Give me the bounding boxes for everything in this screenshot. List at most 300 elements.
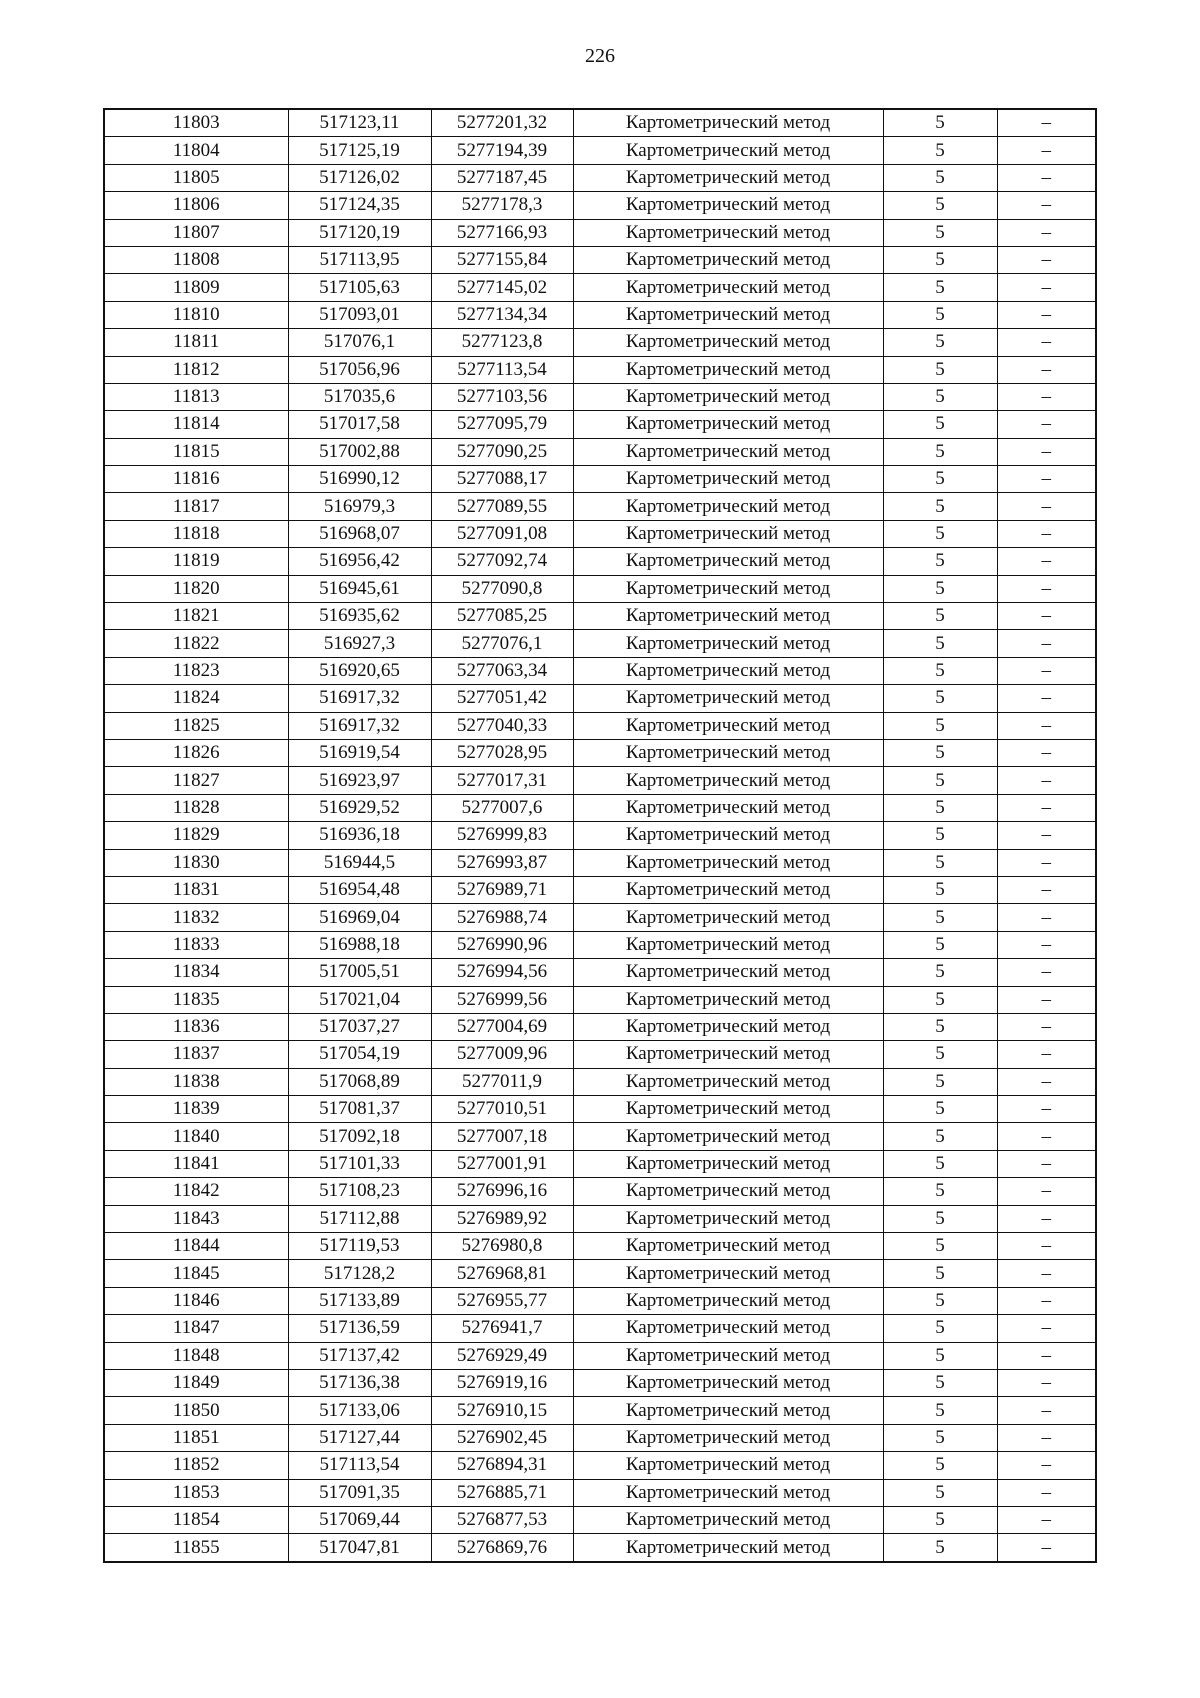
method-cell: Картометрический метод bbox=[573, 685, 883, 712]
y-coordinate-cell: 5277095,79 bbox=[431, 411, 573, 438]
method-cell: Картометрический метод bbox=[573, 1068, 883, 1095]
notes-cell: – bbox=[997, 137, 1096, 164]
method-cell: Картометрический метод bbox=[573, 630, 883, 657]
y-coordinate-cell: 5277028,95 bbox=[431, 739, 573, 766]
notes-cell: – bbox=[997, 876, 1096, 903]
accuracy-cell: 5 bbox=[883, 383, 997, 410]
accuracy-cell: 5 bbox=[883, 1233, 997, 1260]
table-row bbox=[104, 630, 1096, 657]
notes-cell: – bbox=[997, 1233, 1096, 1260]
accuracy-cell: 5 bbox=[883, 1068, 997, 1095]
table-row bbox=[104, 246, 1096, 273]
method-cell: Картометрический метод bbox=[573, 986, 883, 1013]
point-number-cell: 11817 bbox=[104, 493, 288, 520]
table-row bbox=[104, 603, 1096, 630]
y-coordinate-cell: 5276869,76 bbox=[431, 1534, 573, 1562]
y-coordinate-cell: 5277166,93 bbox=[431, 219, 573, 246]
accuracy-cell: 5 bbox=[883, 137, 997, 164]
accuracy-cell: 5 bbox=[883, 329, 997, 356]
method-cell: Картометрический метод bbox=[573, 712, 883, 739]
x-coordinate-cell: 516923,97 bbox=[288, 767, 431, 794]
x-coordinate-cell: 517056,96 bbox=[288, 356, 431, 383]
accuracy-cell: 5 bbox=[883, 1397, 997, 1424]
notes-cell: – bbox=[997, 411, 1096, 438]
y-coordinate-cell: 5277004,69 bbox=[431, 1013, 573, 1040]
notes-cell: – bbox=[997, 520, 1096, 547]
table-row bbox=[104, 1424, 1096, 1451]
accuracy-cell: 5 bbox=[883, 876, 997, 903]
method-cell: Картометрический метод bbox=[573, 904, 883, 931]
x-coordinate-cell: 517136,38 bbox=[288, 1369, 431, 1396]
table-row bbox=[104, 1287, 1096, 1314]
y-coordinate-cell: 5276902,45 bbox=[431, 1424, 573, 1451]
accuracy-cell: 5 bbox=[883, 849, 997, 876]
method-cell: Картометрический метод bbox=[573, 301, 883, 328]
method-cell: Картометрический метод bbox=[573, 1013, 883, 1040]
accuracy-cell: 5 bbox=[883, 1041, 997, 1068]
x-coordinate-cell: 517021,04 bbox=[288, 986, 431, 1013]
method-cell: Картометрический метод bbox=[573, 1205, 883, 1232]
y-coordinate-cell: 5277092,74 bbox=[431, 548, 573, 575]
accuracy-cell: 5 bbox=[883, 630, 997, 657]
x-coordinate-cell: 517126,02 bbox=[288, 164, 431, 191]
point-number-cell: 11822 bbox=[104, 630, 288, 657]
y-coordinate-cell: 5277187,45 bbox=[431, 164, 573, 191]
method-cell: Картометрический метод bbox=[573, 876, 883, 903]
notes-cell: – bbox=[997, 630, 1096, 657]
notes-cell: – bbox=[997, 1178, 1096, 1205]
x-coordinate-cell: 516917,32 bbox=[288, 685, 431, 712]
x-coordinate-cell: 517120,19 bbox=[288, 219, 431, 246]
accuracy-cell: 5 bbox=[883, 466, 997, 493]
x-coordinate-cell: 517105,63 bbox=[288, 274, 431, 301]
point-number-cell: 11843 bbox=[104, 1205, 288, 1232]
notes-cell: – bbox=[997, 493, 1096, 520]
method-cell: Картометрический метод bbox=[573, 1424, 883, 1451]
notes-cell: – bbox=[997, 219, 1096, 246]
notes-cell: – bbox=[997, 246, 1096, 273]
accuracy-cell: 5 bbox=[883, 1096, 997, 1123]
table-row bbox=[104, 849, 1096, 876]
accuracy-cell: 5 bbox=[883, 767, 997, 794]
table-row bbox=[104, 794, 1096, 821]
x-coordinate-cell: 516954,48 bbox=[288, 876, 431, 903]
y-coordinate-cell: 5277103,56 bbox=[431, 383, 573, 410]
table-row bbox=[104, 301, 1096, 328]
notes-cell: – bbox=[997, 986, 1096, 1013]
accuracy-cell: 5 bbox=[883, 1506, 997, 1533]
method-cell: Картометрический метод bbox=[573, 520, 883, 547]
method-cell: Картометрический метод bbox=[573, 849, 883, 876]
y-coordinate-cell: 5276919,16 bbox=[431, 1369, 573, 1396]
method-cell: Картометрический метод bbox=[573, 1506, 883, 1533]
table-row bbox=[104, 1397, 1096, 1424]
table-row bbox=[104, 986, 1096, 1013]
table-row bbox=[104, 1205, 1096, 1232]
table-row bbox=[104, 520, 1096, 547]
table-row bbox=[104, 219, 1096, 246]
method-cell: Картометрический метод bbox=[573, 356, 883, 383]
notes-cell: – bbox=[997, 274, 1096, 301]
y-coordinate-cell: 5276968,81 bbox=[431, 1260, 573, 1287]
y-coordinate-cell: 5277063,34 bbox=[431, 657, 573, 684]
notes-cell: – bbox=[997, 438, 1096, 465]
point-number-cell: 11818 bbox=[104, 520, 288, 547]
accuracy-cell: 5 bbox=[883, 164, 997, 191]
notes-cell: – bbox=[997, 739, 1096, 766]
point-number-cell: 11834 bbox=[104, 959, 288, 986]
table-row bbox=[104, 767, 1096, 794]
accuracy-cell: 5 bbox=[883, 1205, 997, 1232]
accuracy-cell: 5 bbox=[883, 794, 997, 821]
x-coordinate-cell: 516927,3 bbox=[288, 630, 431, 657]
accuracy-cell: 5 bbox=[883, 1315, 997, 1342]
y-coordinate-cell: 5276989,71 bbox=[431, 876, 573, 903]
notes-cell: – bbox=[997, 1479, 1096, 1506]
notes-cell: – bbox=[997, 1013, 1096, 1040]
point-number-cell: 11825 bbox=[104, 712, 288, 739]
x-coordinate-cell: 516920,65 bbox=[288, 657, 431, 684]
table-row bbox=[104, 1315, 1096, 1342]
notes-cell: – bbox=[997, 1452, 1096, 1479]
accuracy-cell: 5 bbox=[883, 1287, 997, 1314]
accuracy-cell: 5 bbox=[883, 109, 997, 137]
x-coordinate-cell: 517068,89 bbox=[288, 1068, 431, 1095]
accuracy-cell: 5 bbox=[883, 1452, 997, 1479]
x-coordinate-cell: 517119,53 bbox=[288, 1233, 431, 1260]
notes-cell: – bbox=[997, 1424, 1096, 1451]
x-coordinate-cell: 517123,11 bbox=[288, 109, 431, 137]
notes-cell: – bbox=[997, 931, 1096, 958]
table-row bbox=[104, 1506, 1096, 1533]
y-coordinate-cell: 5277040,33 bbox=[431, 712, 573, 739]
table-row bbox=[104, 548, 1096, 575]
notes-cell: – bbox=[997, 904, 1096, 931]
y-coordinate-cell: 5277085,25 bbox=[431, 603, 573, 630]
point-number-cell: 11829 bbox=[104, 822, 288, 849]
table-row bbox=[104, 109, 1096, 137]
table-row bbox=[104, 739, 1096, 766]
point-number-cell: 11848 bbox=[104, 1342, 288, 1369]
notes-cell: – bbox=[997, 1123, 1096, 1150]
point-number-cell: 11819 bbox=[104, 548, 288, 575]
notes-cell: – bbox=[997, 548, 1096, 575]
x-coordinate-cell: 517136,59 bbox=[288, 1315, 431, 1342]
x-coordinate-cell: 516945,61 bbox=[288, 575, 431, 602]
table-row bbox=[104, 466, 1096, 493]
method-cell: Картометрический метод bbox=[573, 548, 883, 575]
method-cell: Картометрический метод bbox=[573, 466, 883, 493]
method-cell: Картометрический метод bbox=[573, 1342, 883, 1369]
x-coordinate-cell: 517035,6 bbox=[288, 383, 431, 410]
y-coordinate-cell: 5276877,53 bbox=[431, 1506, 573, 1533]
point-number-cell: 11837 bbox=[104, 1041, 288, 1068]
y-coordinate-cell: 5276990,96 bbox=[431, 931, 573, 958]
table-row bbox=[104, 904, 1096, 931]
accuracy-cell: 5 bbox=[883, 493, 997, 520]
accuracy-cell: 5 bbox=[883, 1479, 997, 1506]
x-coordinate-cell: 516968,07 bbox=[288, 520, 431, 547]
y-coordinate-cell: 5277090,8 bbox=[431, 575, 573, 602]
x-coordinate-cell: 517017,58 bbox=[288, 411, 431, 438]
method-cell: Картометрический метод bbox=[573, 383, 883, 410]
point-number-cell: 11847 bbox=[104, 1315, 288, 1342]
accuracy-cell: 5 bbox=[883, 986, 997, 1013]
notes-cell: – bbox=[997, 794, 1096, 821]
method-cell: Картометрический метод bbox=[573, 1123, 883, 1150]
point-number-cell: 11854 bbox=[104, 1506, 288, 1533]
coordinates-table-body bbox=[104, 109, 1096, 1562]
method-cell: Картометрический метод bbox=[573, 794, 883, 821]
accuracy-cell: 5 bbox=[883, 603, 997, 630]
y-coordinate-cell: 5276885,71 bbox=[431, 1479, 573, 1506]
accuracy-cell: 5 bbox=[883, 657, 997, 684]
table-row bbox=[104, 1096, 1096, 1123]
method-cell: Картометрический метод bbox=[573, 164, 883, 191]
method-cell: Картометрический метод bbox=[573, 246, 883, 273]
y-coordinate-cell: 5277091,08 bbox=[431, 520, 573, 547]
y-coordinate-cell: 5277178,3 bbox=[431, 192, 573, 219]
notes-cell: – bbox=[997, 767, 1096, 794]
accuracy-cell: 5 bbox=[883, 1260, 997, 1287]
point-number-cell: 11844 bbox=[104, 1233, 288, 1260]
point-number-cell: 11810 bbox=[104, 301, 288, 328]
notes-cell: – bbox=[997, 657, 1096, 684]
point-number-cell: 11841 bbox=[104, 1150, 288, 1177]
method-cell: Картометрический метод bbox=[573, 192, 883, 219]
table-row bbox=[104, 137, 1096, 164]
method-cell: Картометрический метод bbox=[573, 1150, 883, 1177]
y-coordinate-cell: 5276894,31 bbox=[431, 1452, 573, 1479]
point-number-cell: 11835 bbox=[104, 986, 288, 1013]
page-number: 226 bbox=[585, 45, 615, 67]
point-number-cell: 11852 bbox=[104, 1452, 288, 1479]
point-number-cell: 11850 bbox=[104, 1397, 288, 1424]
x-coordinate-cell: 517127,44 bbox=[288, 1424, 431, 1451]
method-cell: Картометрический метод bbox=[573, 767, 883, 794]
notes-cell: – bbox=[997, 822, 1096, 849]
table-row bbox=[104, 575, 1096, 602]
method-cell: Картометрический метод bbox=[573, 109, 883, 137]
point-number-cell: 11821 bbox=[104, 603, 288, 630]
table-row bbox=[104, 493, 1096, 520]
point-number-cell: 11839 bbox=[104, 1096, 288, 1123]
point-number-cell: 11827 bbox=[104, 767, 288, 794]
y-coordinate-cell: 5277134,34 bbox=[431, 301, 573, 328]
method-cell: Картометрический метод bbox=[573, 1260, 883, 1287]
table-row bbox=[104, 822, 1096, 849]
method-cell: Картометрический метод bbox=[573, 137, 883, 164]
notes-cell: – bbox=[997, 1096, 1096, 1123]
accuracy-cell: 5 bbox=[883, 712, 997, 739]
notes-cell: – bbox=[997, 959, 1096, 986]
x-coordinate-cell: 517037,27 bbox=[288, 1013, 431, 1040]
method-cell: Картометрический метод bbox=[573, 274, 883, 301]
table-row bbox=[104, 164, 1096, 191]
x-coordinate-cell: 517002,88 bbox=[288, 438, 431, 465]
y-coordinate-cell: 5276993,87 bbox=[431, 849, 573, 876]
y-coordinate-cell: 5277155,84 bbox=[431, 246, 573, 273]
x-coordinate-cell: 517005,51 bbox=[288, 959, 431, 986]
accuracy-cell: 5 bbox=[883, 822, 997, 849]
point-number-cell: 11838 bbox=[104, 1068, 288, 1095]
method-cell: Картометрический метод bbox=[573, 329, 883, 356]
table-row bbox=[104, 1068, 1096, 1095]
y-coordinate-cell: 5277145,02 bbox=[431, 274, 573, 301]
x-coordinate-cell: 517113,95 bbox=[288, 246, 431, 273]
accuracy-cell: 5 bbox=[883, 301, 997, 328]
accuracy-cell: 5 bbox=[883, 274, 997, 301]
x-coordinate-cell: 517069,44 bbox=[288, 1506, 431, 1533]
notes-cell: – bbox=[997, 1260, 1096, 1287]
notes-cell: – bbox=[997, 1041, 1096, 1068]
method-cell: Картометрический метод bbox=[573, 493, 883, 520]
notes-cell: – bbox=[997, 1205, 1096, 1232]
y-coordinate-cell: 5276994,56 bbox=[431, 959, 573, 986]
accuracy-cell: 5 bbox=[883, 1123, 997, 1150]
method-cell: Картометрический метод bbox=[573, 411, 883, 438]
method-cell: Картометрический метод bbox=[573, 603, 883, 630]
point-number-cell: 11813 bbox=[104, 383, 288, 410]
method-cell: Картометрический метод bbox=[573, 1452, 883, 1479]
notes-cell: – bbox=[997, 685, 1096, 712]
point-number-cell: 11846 bbox=[104, 1287, 288, 1314]
point-number-cell: 11824 bbox=[104, 685, 288, 712]
y-coordinate-cell: 5277123,8 bbox=[431, 329, 573, 356]
y-coordinate-cell: 5277051,42 bbox=[431, 685, 573, 712]
x-coordinate-cell: 517101,33 bbox=[288, 1150, 431, 1177]
notes-cell: – bbox=[997, 1397, 1096, 1424]
accuracy-cell: 5 bbox=[883, 1534, 997, 1562]
notes-cell: – bbox=[997, 383, 1096, 410]
method-cell: Картометрический метод bbox=[573, 1534, 883, 1562]
accuracy-cell: 5 bbox=[883, 520, 997, 547]
coordinates-table bbox=[103, 108, 1097, 1563]
x-coordinate-cell: 517108,23 bbox=[288, 1178, 431, 1205]
point-number-cell: 11828 bbox=[104, 794, 288, 821]
x-coordinate-cell: 517054,19 bbox=[288, 1041, 431, 1068]
x-coordinate-cell: 516929,52 bbox=[288, 794, 431, 821]
x-coordinate-cell: 517092,18 bbox=[288, 1123, 431, 1150]
accuracy-cell: 5 bbox=[883, 739, 997, 766]
point-number-cell: 11833 bbox=[104, 931, 288, 958]
x-coordinate-cell: 516917,32 bbox=[288, 712, 431, 739]
x-coordinate-cell: 517093,01 bbox=[288, 301, 431, 328]
x-coordinate-cell: 516956,42 bbox=[288, 548, 431, 575]
x-coordinate-cell: 517091,35 bbox=[288, 1479, 431, 1506]
accuracy-cell: 5 bbox=[883, 192, 997, 219]
y-coordinate-cell: 5276980,8 bbox=[431, 1233, 573, 1260]
y-coordinate-cell: 5277113,54 bbox=[431, 356, 573, 383]
accuracy-cell: 5 bbox=[883, 904, 997, 931]
x-coordinate-cell: 517124,35 bbox=[288, 192, 431, 219]
x-coordinate-cell: 516979,3 bbox=[288, 493, 431, 520]
y-coordinate-cell: 5276955,77 bbox=[431, 1287, 573, 1314]
y-coordinate-cell: 5277088,17 bbox=[431, 466, 573, 493]
notes-cell: – bbox=[997, 164, 1096, 191]
y-coordinate-cell: 5277076,1 bbox=[431, 630, 573, 657]
notes-cell: – bbox=[997, 109, 1096, 137]
table-row bbox=[104, 1041, 1096, 1068]
accuracy-cell: 5 bbox=[883, 1013, 997, 1040]
notes-cell: – bbox=[997, 712, 1096, 739]
x-coordinate-cell: 516988,18 bbox=[288, 931, 431, 958]
notes-cell: – bbox=[997, 356, 1096, 383]
method-cell: Картометрический метод bbox=[573, 1397, 883, 1424]
point-number-cell: 11840 bbox=[104, 1123, 288, 1150]
table-row bbox=[104, 712, 1096, 739]
table-row bbox=[104, 1123, 1096, 1150]
x-coordinate-cell: 517137,42 bbox=[288, 1342, 431, 1369]
point-number-cell: 11855 bbox=[104, 1534, 288, 1562]
table-row bbox=[104, 1260, 1096, 1287]
table-row bbox=[104, 1233, 1096, 1260]
x-coordinate-cell: 516990,12 bbox=[288, 466, 431, 493]
notes-cell: – bbox=[997, 329, 1096, 356]
notes-cell: – bbox=[997, 1342, 1096, 1369]
x-coordinate-cell: 516969,04 bbox=[288, 904, 431, 931]
table-row bbox=[104, 1369, 1096, 1396]
point-number-cell: 11806 bbox=[104, 192, 288, 219]
point-number-cell: 11815 bbox=[104, 438, 288, 465]
method-cell: Картометрический метод bbox=[573, 1287, 883, 1314]
accuracy-cell: 5 bbox=[883, 575, 997, 602]
y-coordinate-cell: 5277090,25 bbox=[431, 438, 573, 465]
notes-cell: – bbox=[997, 1068, 1096, 1095]
x-coordinate-cell: 516936,18 bbox=[288, 822, 431, 849]
notes-cell: – bbox=[997, 575, 1096, 602]
x-coordinate-cell: 517125,19 bbox=[288, 137, 431, 164]
x-coordinate-cell: 516919,54 bbox=[288, 739, 431, 766]
method-cell: Картометрический метод bbox=[573, 219, 883, 246]
point-number-cell: 11804 bbox=[104, 137, 288, 164]
x-coordinate-cell: 517113,54 bbox=[288, 1452, 431, 1479]
point-number-cell: 11851 bbox=[104, 1424, 288, 1451]
point-number-cell: 11816 bbox=[104, 466, 288, 493]
method-cell: Картометрический метод bbox=[573, 1369, 883, 1396]
method-cell: Картометрический метод bbox=[573, 1315, 883, 1342]
point-number-cell: 11812 bbox=[104, 356, 288, 383]
accuracy-cell: 5 bbox=[883, 1150, 997, 1177]
y-coordinate-cell: 5277010,51 bbox=[431, 1096, 573, 1123]
x-coordinate-cell: 517081,37 bbox=[288, 1096, 431, 1123]
method-cell: Картометрический метод bbox=[573, 1178, 883, 1205]
table-row bbox=[104, 959, 1096, 986]
table-row bbox=[104, 329, 1096, 356]
accuracy-cell: 5 bbox=[883, 246, 997, 273]
point-number-cell: 11809 bbox=[104, 274, 288, 301]
method-cell: Картометрический метод bbox=[573, 1233, 883, 1260]
y-coordinate-cell: 5277194,39 bbox=[431, 137, 573, 164]
accuracy-cell: 5 bbox=[883, 411, 997, 438]
table-row bbox=[104, 383, 1096, 410]
method-cell: Картометрический метод bbox=[573, 739, 883, 766]
notes-cell: – bbox=[997, 466, 1096, 493]
y-coordinate-cell: 5276910,15 bbox=[431, 1397, 573, 1424]
method-cell: Картометрический метод bbox=[573, 1096, 883, 1123]
accuracy-cell: 5 bbox=[883, 438, 997, 465]
y-coordinate-cell: 5277011,9 bbox=[431, 1068, 573, 1095]
notes-cell: – bbox=[997, 1369, 1096, 1396]
point-number-cell: 11803 bbox=[104, 109, 288, 137]
table-row bbox=[104, 1013, 1096, 1040]
table-row bbox=[104, 1178, 1096, 1205]
y-coordinate-cell: 5276941,7 bbox=[431, 1315, 573, 1342]
x-coordinate-cell: 517133,06 bbox=[288, 1397, 431, 1424]
table-row bbox=[104, 1479, 1096, 1506]
point-number-cell: 11811 bbox=[104, 329, 288, 356]
point-number-cell: 11845 bbox=[104, 1260, 288, 1287]
